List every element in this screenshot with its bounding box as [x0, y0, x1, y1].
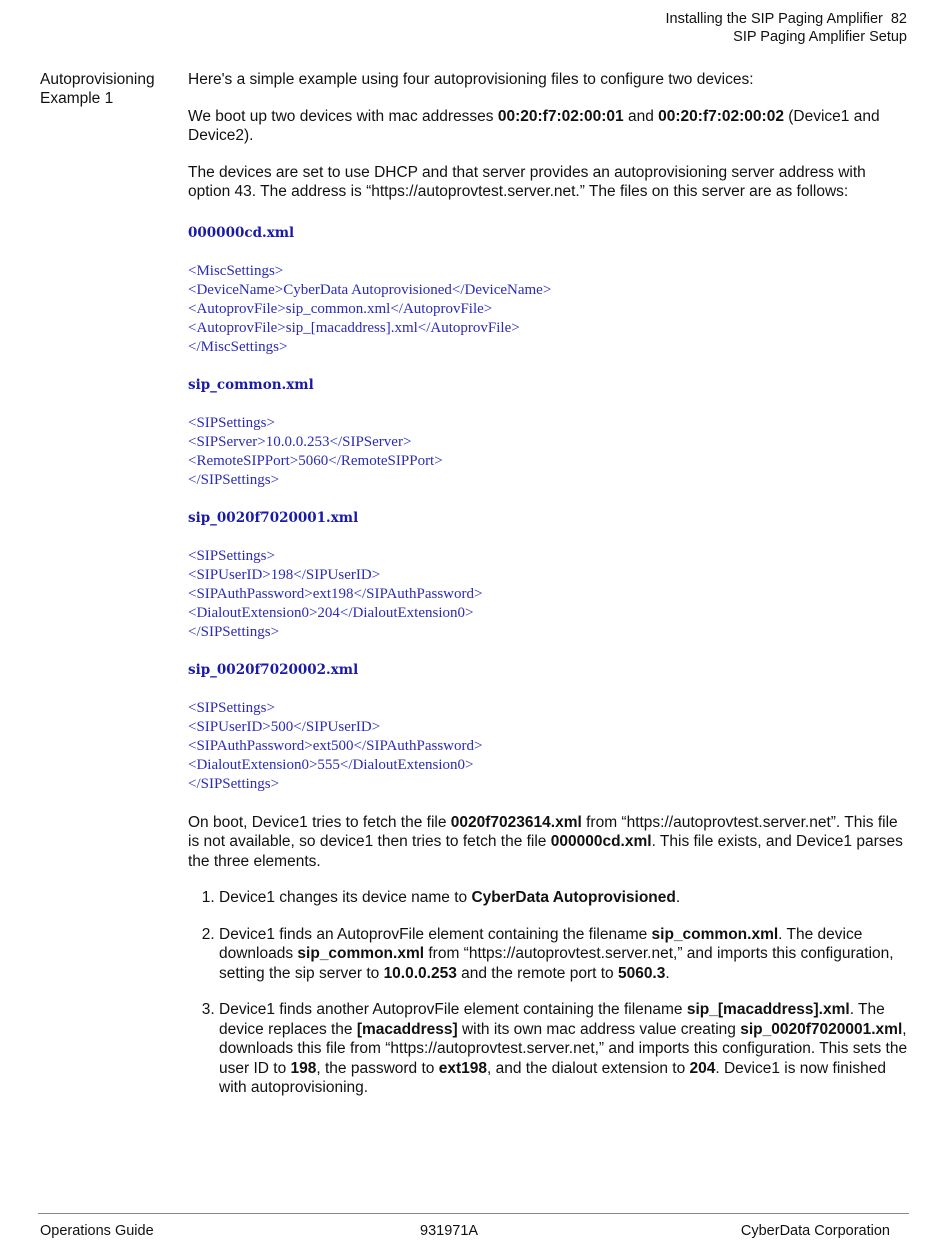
footer-left: Operations Guide: [40, 1223, 154, 1239]
text: . The device replaces the: [219, 1001, 885, 1038]
text: , downloads this file from “https://autoprovtest.server.net,” and imports this configuration. This sets the user ID to: [219, 1020, 908, 1077]
code-line: <SIPUserID>500</SIPUserID>: [188, 718, 381, 735]
file-name: sip_0020f7020002.xml: [188, 661, 359, 678]
code-line: <SIPSettings>: [188, 699, 275, 716]
bold-text: 5060.3: [617, 964, 666, 982]
file-name: 000000cd.xml: [188, 224, 295, 241]
code-line: </SIPSettings>: [188, 623, 280, 640]
text: .: [675, 889, 681, 906]
step-1: [219, 888, 910, 908]
file-section-3: [188, 509, 910, 642]
step-2: [219, 925, 910, 984]
text: . Device1 is now finished with autoprovisioning.: [219, 1059, 886, 1096]
section-side-label: [40, 70, 180, 108]
text: Device1 changes its device name to: [219, 889, 472, 906]
text: (Device1 and Device2).: [188, 107, 880, 144]
header-line-1: [666, 10, 908, 28]
bold-text: 10.0.0.253: [383, 964, 457, 982]
text: Device1 finds an AutoprovFile element containing the filename: [219, 925, 652, 943]
file-section-1: [188, 224, 910, 357]
text: , the password to: [316, 1059, 439, 1077]
code-line: <DialoutExtension0>555</DialoutExtension0>: [188, 756, 474, 773]
bold-filename: 000000cd.xml: [550, 833, 652, 850]
text: .: [665, 964, 670, 982]
code-line: <AutoprovFile>sip_common.xml</AutoprovFile>: [188, 300, 493, 317]
code-block: [188, 262, 910, 357]
code-line: <DeviceName>CyberData Autoprovisioned</DeviceName>: [188, 281, 552, 298]
code-line: <RemoteSIPPort>5060</RemoteSIPPort>: [188, 452, 443, 469]
code-line: <SIPAuthPassword>ext198</SIPAuthPassword>: [188, 585, 483, 602]
file-name: sip_common.xml: [188, 376, 314, 393]
bold-text: ext198: [438, 1059, 487, 1077]
bold-text: 204: [689, 1059, 716, 1077]
side-label-line-1: Autoprovisioning: [40, 71, 155, 88]
bold-text: [macaddress]: [356, 1020, 458, 1038]
page-number: 82: [890, 11, 907, 27]
file-section-2: [188, 376, 910, 490]
steps-list: [188, 888, 910, 1098]
footer-center: 931971A: [420, 1223, 479, 1239]
code-line: <DialoutExtension0>204</DialoutExtension0>: [188, 604, 474, 621]
text: Device1 finds another AutoprovFile element containing the filename: [219, 1001, 687, 1018]
bold-text: sip_[macaddress].xml: [686, 1001, 850, 1018]
code-line: </SIPSettings>: [188, 775, 280, 792]
code-block: [188, 699, 910, 794]
boot-paragraph: [188, 107, 910, 146]
dhcp-paragraph: The devices are set to use DHCP and that server provides an autoprovisioning server address with option 43. The address is “https://autoprovtest.server.net.” The files on this server are as follows:: [188, 163, 866, 200]
bold-text: CyberData Autoprovisioned: [471, 889, 676, 906]
bold-text: sip_0020f7020001.xml: [740, 1020, 903, 1038]
file-name: sip_0020f7020001.xml: [188, 509, 359, 526]
text: We boot up two devices with mac addresses: [188, 107, 498, 125]
step-3: [219, 1000, 910, 1098]
code-line: <SIPSettings>: [188, 414, 275, 431]
text: from “https://autoprovtest.server.net,” and imports this configuration, setting the sip server to: [219, 945, 894, 982]
text: from “https://autoprovtest.server.net”. This file is not available, so device1 then tries to fetch the file: [188, 813, 898, 850]
code-block: [188, 414, 910, 490]
onboot-paragraph: [188, 813, 910, 872]
header-line-2: SIP Paging Amplifier Setup: [733, 29, 907, 45]
code-line: <SIPUserID>198</SIPUserID>: [188, 566, 381, 583]
text: and the remote port to: [456, 964, 618, 982]
intro-paragraph: Here's a simple example using four autoprovisioning files to configure two devices:: [188, 71, 754, 88]
mac-address-2: 00:20:f7:02:00:02: [658, 107, 784, 125]
chapter-title: Installing the SIP Paging Amplifier: [665, 11, 883, 27]
code-line: </SIPSettings>: [188, 471, 280, 488]
code-line: </MiscSettings>: [188, 338, 288, 355]
bold-filename: 0020f7023614.xml: [450, 813, 582, 831]
code-line: <SIPSettings>: [188, 547, 275, 564]
code-line: <MiscSettings>: [188, 262, 284, 279]
bold-text: sip_common.xml: [651, 925, 779, 943]
bold-text: sip_common.xml: [297, 945, 425, 962]
side-label-line-2: Example 1: [40, 90, 114, 107]
bold-text: 198: [290, 1059, 317, 1077]
code-line: <SIPAuthPassword>ext500</SIPAuthPassword>: [188, 737, 483, 754]
main-content: [188, 70, 910, 1115]
code-block: [188, 547, 910, 642]
footer-right: CyberData Corporation: [740, 1223, 890, 1239]
file-section-4: [188, 661, 910, 794]
text: . The device downloads: [219, 925, 863, 962]
text: , and the dialout extension to: [486, 1059, 690, 1077]
text: On boot, Device1 tries to fetch the file: [188, 813, 451, 831]
text: and: [623, 107, 659, 125]
text: . This file exists, and Device1 parses the three elements.: [188, 833, 903, 870]
text: with its own mac address value creating: [457, 1020, 741, 1038]
code-line: <SIPServer>10.0.0.253</SIPServer>: [188, 433, 412, 450]
mac-address-1: 00:20:f7:02:00:01: [497, 107, 624, 125]
running-header: [666, 10, 908, 46]
code-line: <AutoprovFile>sip_[macaddress].xml</AutoprovFile>: [188, 319, 520, 336]
footer-divider: [38, 1213, 909, 1214]
